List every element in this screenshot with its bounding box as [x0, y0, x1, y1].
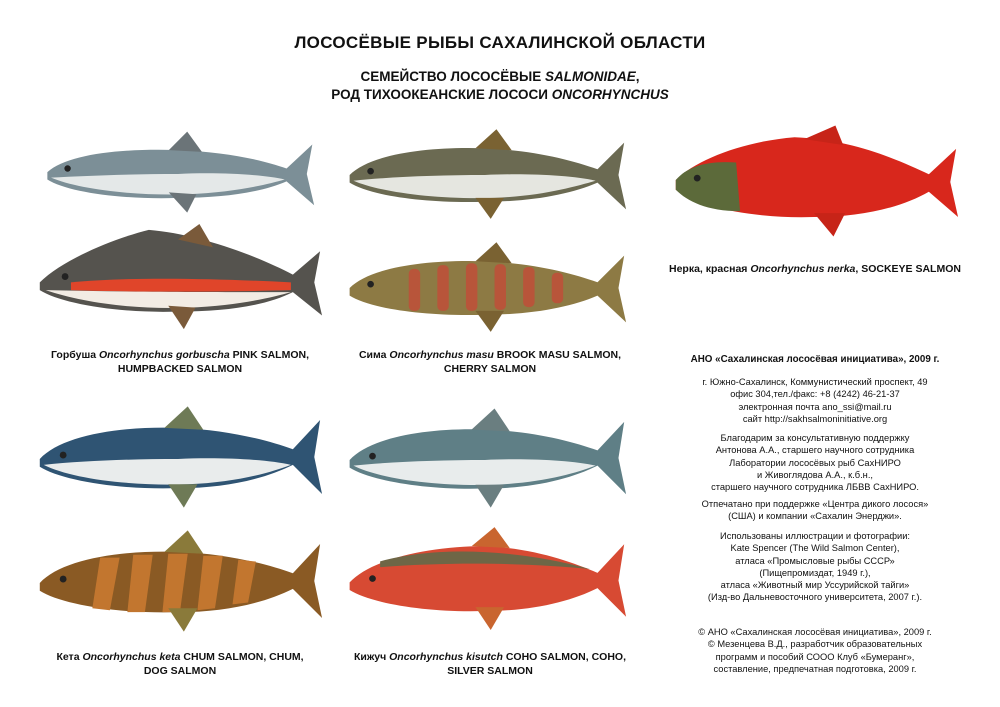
coho-english-name: COHO SALMON, COHO,: [505, 651, 627, 663]
caption-masu-salmon: [340, 348, 640, 376]
pink-english-name: PINK SALMON,: [232, 349, 309, 361]
info-printed-block: [650, 498, 980, 523]
thanks-line: Благодарим за консультативную поддержку: [720, 433, 910, 443]
coho-scientific-name: Oncorhynchus kisutch: [389, 651, 503, 663]
thanks-line: старшего научного сотрудника ЛБВВ СахНИРО.: [711, 482, 919, 493]
caption-pink-salmon: [30, 348, 330, 376]
printed-line: (США) и компании «Сахалин Энерджи».: [728, 511, 902, 522]
website-line: сайт http://sakhsalmoninitiative.org: [742, 413, 888, 424]
caption-sockeye-line1: [650, 262, 980, 276]
caption-sockeye-salmon: [650, 262, 980, 276]
pink-english-name-alt: HUMPBACKED SALMON: [117, 363, 243, 375]
page-title: ЛОСОСЁВЫЕ РЫБЫ САХАЛИНСКОЙ ОБЛАСТИ: [294, 33, 706, 52]
thanks-line: Лаборатории лососёвых рыб СахНИРО: [729, 457, 901, 468]
credits-line: Kate Spencer (The Wild Salmon Center),: [730, 543, 900, 554]
genus-scientific-name: ONCORHYNCHUS: [551, 87, 669, 102]
genus-label: РОД ТИХООКЕАНСКИЕ ЛОСОСИ: [331, 87, 552, 102]
credits-line: атласа «Промысловые рыбы СССР»: [735, 555, 895, 566]
credits-line: (Пищепромиздат, 1949 г.),: [759, 567, 871, 578]
sockeye-russian-name: Нерка, красная: [669, 263, 748, 275]
chum-salmon-ocean-illustration: [32, 404, 324, 512]
info-copyright-block: [650, 626, 980, 675]
org-name: АНО «Сахалинская лососёвая инициатива», 2009 г.: [690, 354, 940, 365]
caption-masu-line1: [340, 348, 640, 362]
pink-scientific-name: Oncorhynchus gorbuscha: [98, 349, 230, 361]
caption-chum-salmon: [30, 650, 330, 678]
caption-pink-line1: [30, 348, 330, 362]
info-org-heading: [650, 354, 980, 366]
caption-coho-salmon: [340, 650, 640, 678]
sockeye-english-name: , SOCKEYE SALMON: [855, 263, 961, 275]
copyright-line: © Мезенцева В.Д., разработчик образовательных: [707, 639, 923, 650]
email-line: электронная почта ano_ssi@mail.ru: [738, 401, 892, 412]
copyright-line: © АНО «Сахалинская лососёвая инициатива», 2009 г.: [698, 627, 932, 637]
info-thanks-block: [650, 432, 980, 493]
subtitle-line-genus: [0, 86, 1000, 104]
credits-line: Использованы иллюстрации и фотографии:: [720, 531, 910, 541]
pink-salmon-spawning-illustration: [32, 222, 324, 334]
thanks-line: Антонова А.А., старшего научного сотрудника: [715, 445, 915, 456]
printed-line: Отпечатано при поддержке «Центра дикого лосося»: [701, 499, 929, 509]
chum-russian-name: Кета: [56, 651, 80, 663]
caption-coho-line1: [340, 650, 640, 664]
info-address-block: [650, 376, 980, 425]
copyright-line: составление, предпечатная подготовка, 2009 г.: [713, 663, 917, 674]
sockeye-salmon-illustration: [668, 122, 960, 242]
thanks-line: и Живоглядова А.А., к.б.н.,: [757, 469, 873, 480]
masu-russian-name: Сима: [358, 349, 387, 361]
pink-russian-name: Горбуша: [51, 349, 97, 361]
address-line: г. Южно-Сахалинск, Коммунистический проспект, 49: [702, 377, 928, 387]
family-label: СЕМЕЙСТВО ЛОСОСЁВЫЕ: [360, 69, 545, 84]
chum-scientific-name: Oncorhynchus keta: [82, 651, 181, 663]
phone-line: офис 304,тел./факс: +8 (4242) 46-21-37: [730, 389, 900, 400]
credits-line: атласа «Животный мир Уссурийской тайги»: [720, 580, 910, 591]
credits-line: (Изд-во Дальневосточного университета, 2007 г.).: [707, 592, 923, 603]
copyright-line: программ и пособий СООО Клуб «Бумеранг»,: [715, 651, 915, 662]
sockeye-scientific-name: Oncorhynchus nerka: [750, 263, 856, 275]
chum-english-name-alt: DOG SALMON: [143, 665, 217, 677]
coho-english-name-alt: SILVER SALMON: [447, 665, 533, 677]
coho-salmon-spawning-illustration: [342, 524, 628, 636]
chum-salmon-spawning-illustration: [32, 528, 324, 636]
masu-salmon-ocean-illustration: [342, 126, 628, 224]
masu-english-name-alt: CHERRY SALMON: [443, 363, 537, 375]
family-scientific-name: SALMONIDAE: [544, 69, 636, 84]
masu-english-name: BROOK MASU SALMON,: [496, 349, 622, 361]
pink-salmon-ocean-illustration: [32, 128, 324, 220]
masu-salmon-spawning-illustration: [342, 238, 628, 338]
coho-russian-name: Кижуч: [353, 651, 387, 663]
subtitle-line-family: [0, 68, 1000, 86]
caption-chum-line1: [30, 650, 330, 664]
info-credits-block: [650, 530, 980, 604]
coho-salmon-ocean-illustration: [342, 406, 628, 512]
family-punctuation: ,: [635, 69, 640, 84]
masu-scientific-name: Oncorhynchus masu: [389, 349, 494, 361]
chum-english-name: CHUM SALMON, CHUM,: [183, 651, 304, 663]
page-subtitle: [0, 68, 1000, 104]
